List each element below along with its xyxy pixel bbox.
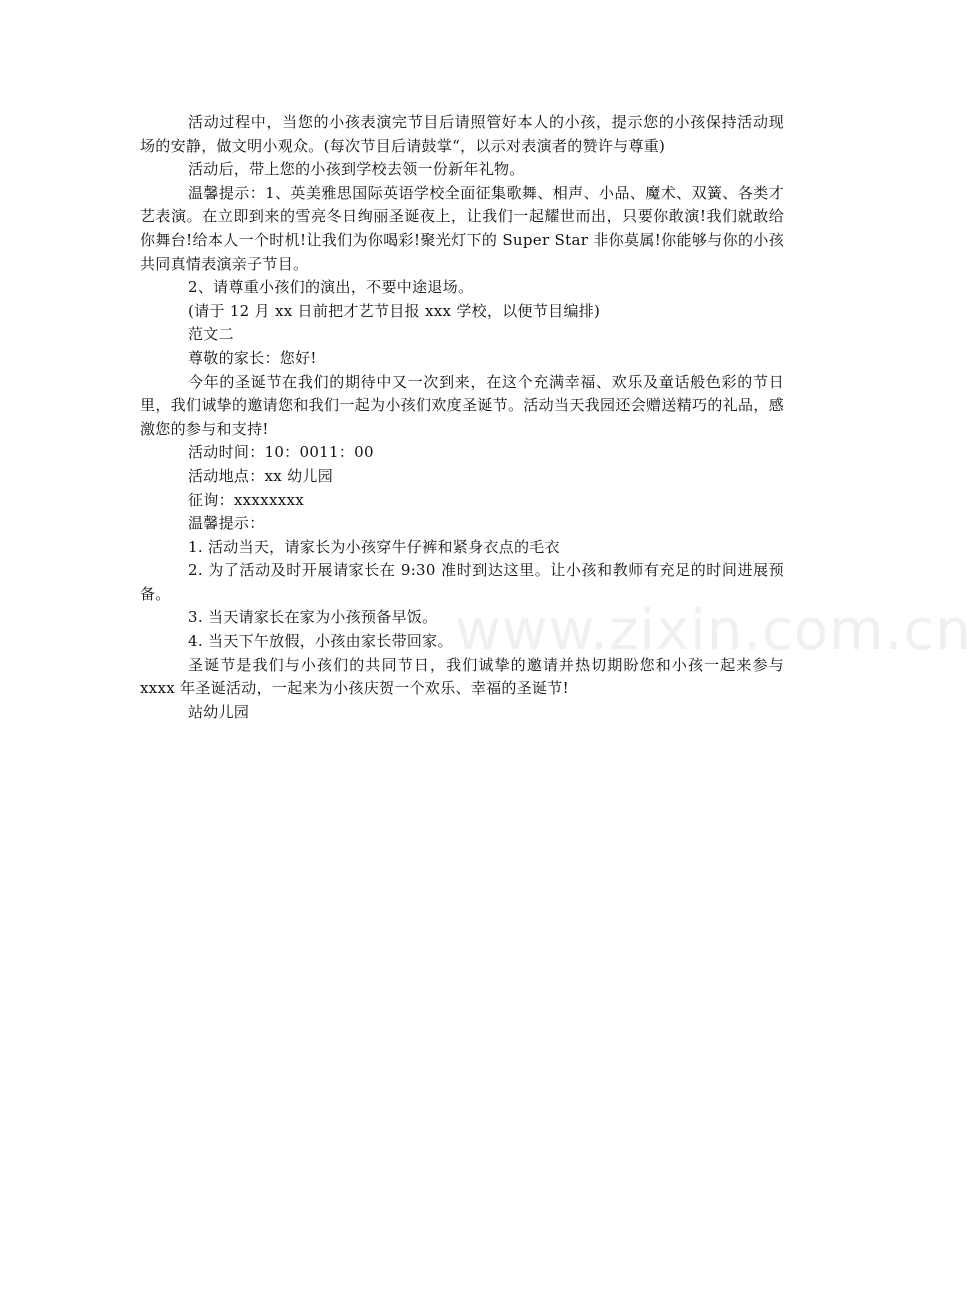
- paragraph-deadline-note: (请于 12 月 xx 日前把才艺节目报 xxx 学校，以便节目编排): [188, 301, 601, 320]
- paragraph-invitation: 今年的圣诞节在我们的期待中又一次到来，在这个充满幸福、欢乐及童话般色彩的节日里，我们诚挚的邀请您和我们一起为小孩们欢度圣诞节。活动当天我园还会赠送精巧的礼品，感激您的参与和支持!: [140, 372, 784, 438]
- paragraph-event-time: 活动时间：10：0011：00: [188, 443, 374, 462]
- list-item-tip-4: 4. 当天下午放假，小孩由家长带回家。: [188, 632, 453, 651]
- paragraph-closing: 圣诞节是我们与小孩们的共同节日，我们诚挚的邀请并热切期盼您和小孩一起来参与 xxxx 年圣诞活动，一起来为小孩庆贺一个欢乐、幸福的圣诞节!: [140, 655, 784, 698]
- paragraph-contact: 征询：xxxxxxxx: [188, 490, 304, 509]
- list-item-tip-1: 1. 活动当天，请家长为小孩穿牛仔裤和紧身衣点的毛衣: [188, 537, 560, 556]
- list-item-tip-2: 2. 为了活动及时开展请家长在 9:30 准时到达这里。让小孩和教师有充足的时间进展预备。: [140, 561, 784, 603]
- paragraph-event-location: 活动地点：xx 幼儿园: [188, 466, 333, 485]
- paragraph-activity-during: 活动过程中，当您的小孩表演完节目后请照管好本人的小孩，提示您的小孩保持活动现场的安静，做文明小观众。(每次节目后请鼓掌“，以示对表演者的赞许与尊重): [140, 113, 784, 155]
- section-heading-sample-2: 范文二: [188, 325, 234, 344]
- paragraph-tips-2: 2、请尊重小孩们的演出，不要中途退场。: [188, 278, 474, 297]
- paragraph-tips-1: 温馨提示：1、英美雅思国际英语学校全面征集歌舞、相声、小品、魔术、双簧、各类才艺表演。在立即到来的雪亮冬日绚丽圣诞夜上，让我们一起耀世而出，只要你敢演!我们就敢给你舞台!给本人一个时机!让我们为你喝彩!聚光灯下的 Super Star 非你莫属!你能够与你的小孩共同真情表演亲子节目。: [140, 183, 784, 273]
- list-item-tip-3: 3. 当天请家长在家为小孩预备早饭。: [188, 608, 438, 627]
- document-body: [140, 111, 784, 724]
- watermark: www.zixin.com.cn: [455, 598, 972, 663]
- paragraph-signature: 站幼儿园: [188, 702, 250, 721]
- paragraph-tips-heading: 温馨提示：: [188, 514, 265, 533]
- paragraph-activity-after: 活动后，带上您的小孩到学校去领一份新年礼物。: [188, 160, 525, 179]
- paragraph-greeting: 尊敬的家长：您好!: [188, 348, 317, 367]
